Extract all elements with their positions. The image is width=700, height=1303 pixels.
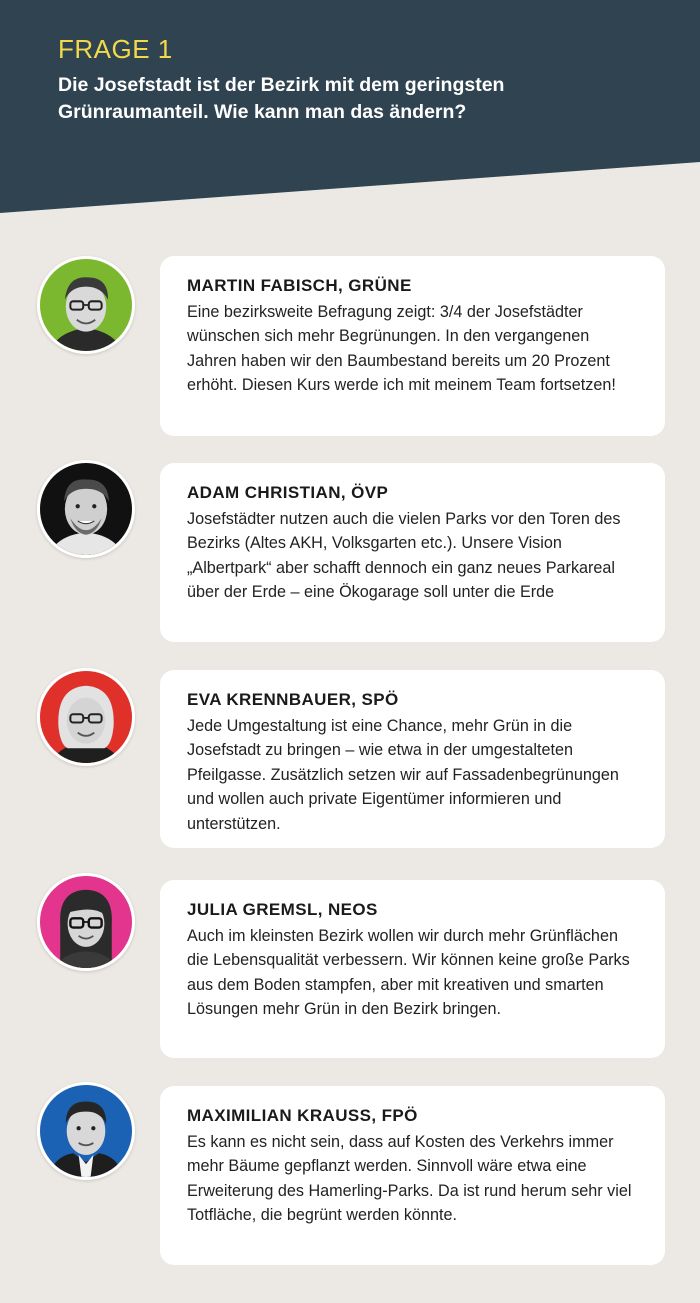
answer-card — [160, 880, 665, 1058]
portrait-avatar-fabisch — [37, 256, 135, 354]
answer-text: Auch im kleinsten Bezirk wollen wir durch mehr Grünflächen die Lebensqualität verbessern. Wir können keine große Parks aus dem Boden stampfen, aber mit kreativen und smarten Lösungen mehr Grün in den Bezirk bringen. — [187, 927, 630, 1019]
answer-card — [160, 463, 665, 642]
answer-card — [160, 670, 665, 848]
person-portrait-icon — [40, 463, 132, 555]
question-number: FRAGE 1 — [58, 34, 173, 64]
portrait-avatar-christian — [37, 460, 135, 558]
portrait-avatar-krauss — [37, 1082, 135, 1180]
candidate-name: MARTIN FABISCH, GRÜNE — [187, 276, 412, 295]
candidate-name: EVA KRENNBAUER, SPÖ — [187, 690, 399, 709]
answer-card — [160, 256, 665, 436]
answer-text: Eine bezirksweite Befragung zeigt: 3/4 der Josefstädter wünschen sich mehr Begrünungen. In den vergangenen Jahren haben wir den Baumbestand bereits um 20 Prozent erhöht. Diesen Kurs werde ich mit meinem Team fortsetzen! — [187, 303, 616, 395]
answer-text: Josefstädter nutzen auch die vielen Parks vor den Toren des Bezirks (Altes AKH, Volksgarten etc.). Unsere Vision „Albertpark“ aber schafft dennoch ein ganz neues Parkareal über der Erde – eine Ökogarage soll unter die Erde — [187, 510, 621, 602]
candidate-name: MAXIMILIAN KRAUSS, FPÖ — [187, 1106, 418, 1125]
person-portrait-icon — [40, 1085, 132, 1177]
portrait-avatar-gremsl — [37, 873, 135, 971]
question-text: Die Josefstadt ist der Bezirk mit dem geringsten Grünraumanteil. Wie kann man das ändern? — [58, 74, 505, 123]
answer-card — [160, 1086, 665, 1265]
candidate-name: JULIA GREMSL, NEOS — [187, 900, 378, 919]
answer-text: Jede Umgestaltung ist eine Chance, mehr Grün in die Josefstadt zu bringen – wie etwa in der umgestalteten Pfeilgasse. Zusätzlich setzen wir auf Fassadenbegrünungen und wollen auch private Eigentümer informieren und unterstützen. — [187, 717, 619, 833]
answer-text: Es kann es nicht sein, dass auf Kosten des Verkehrs immer mehr Bäume gepflanzt werden. Sinnvoll wäre etwa eine Erweiterung des Hamerling-Parks. Da ist rund herum sehr viel Totfläche, die begrünt werden könnte. — [187, 1133, 632, 1225]
person-portrait-icon — [40, 671, 132, 763]
candidate-name: ADAM CHRISTIAN, ÖVP — [187, 483, 389, 502]
person-portrait-icon — [40, 259, 132, 351]
person-portrait-icon — [40, 876, 132, 968]
portrait-avatar-krennbauer — [37, 668, 135, 766]
